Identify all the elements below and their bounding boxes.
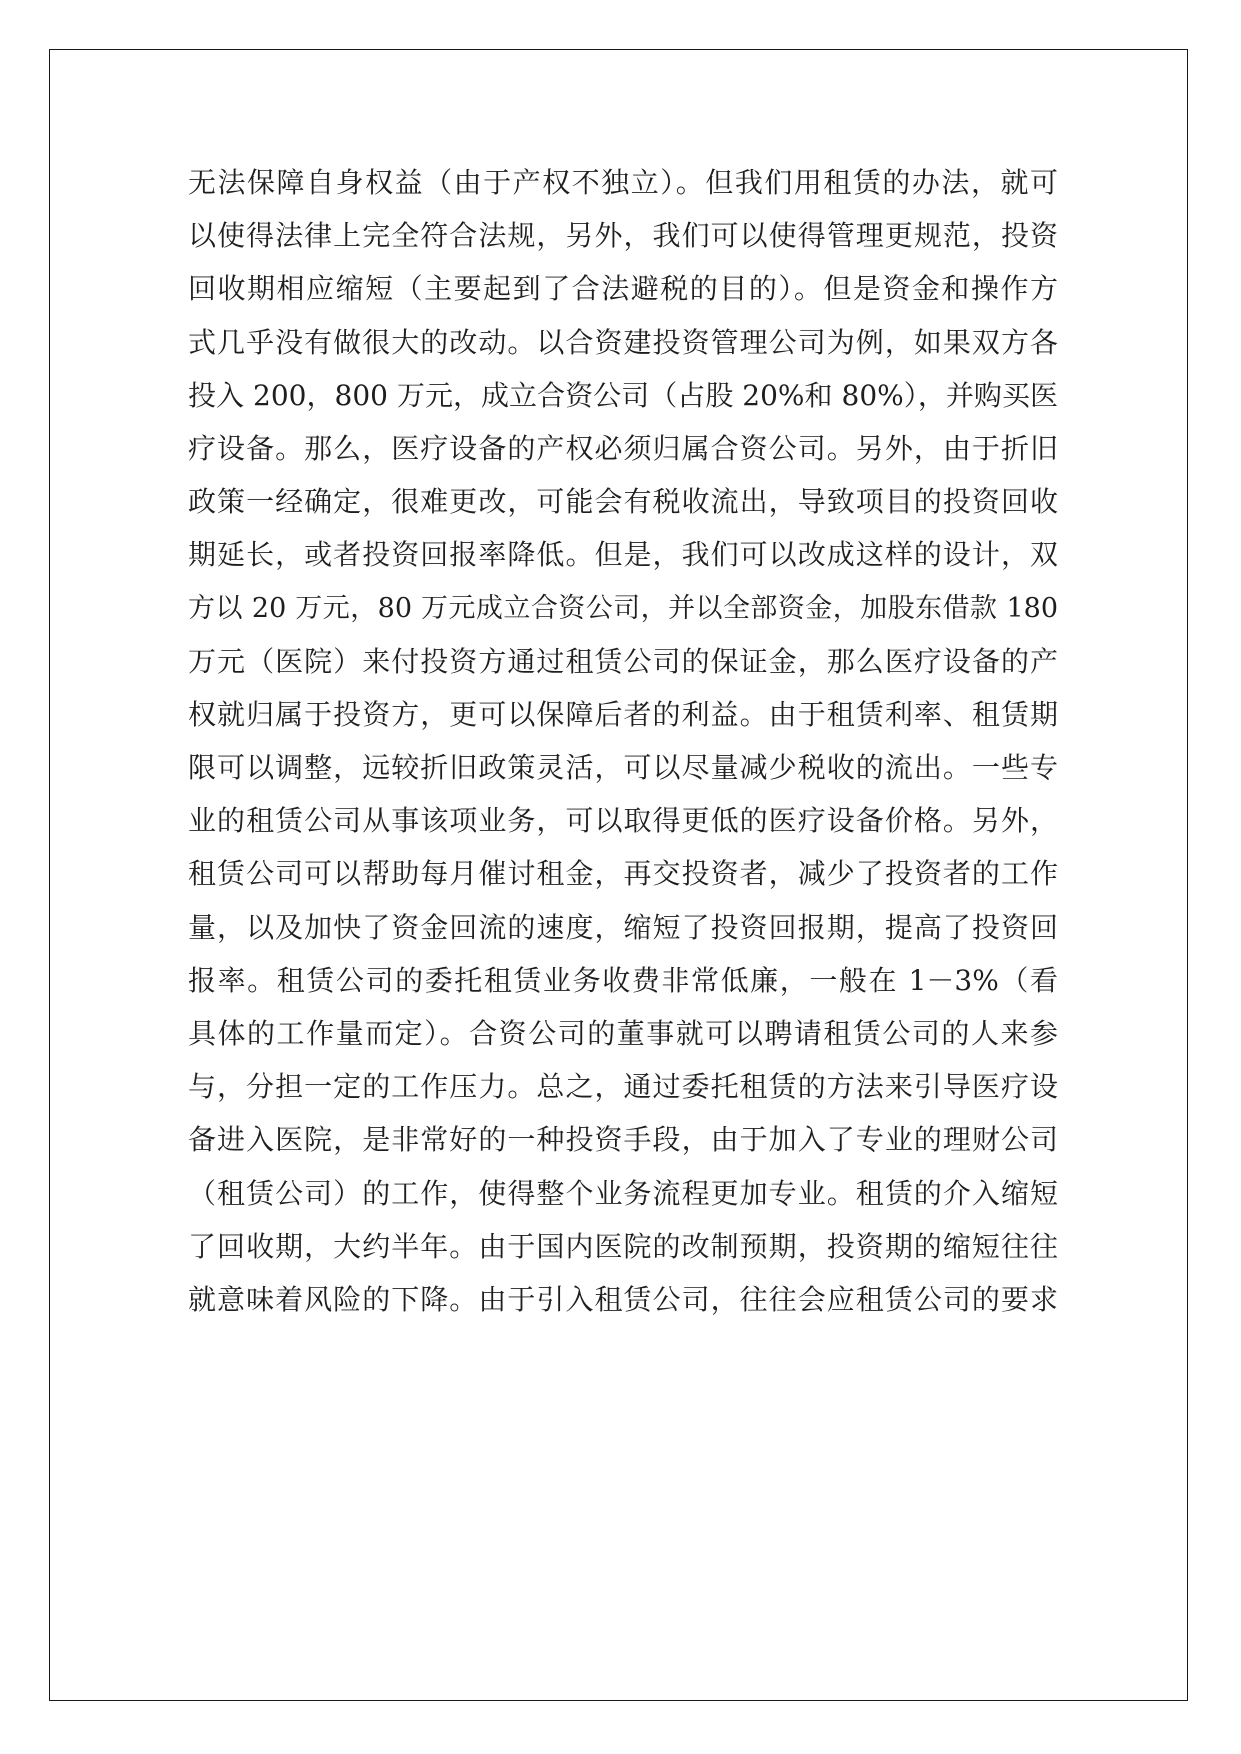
text-line: 就意味着风险的下降。由于引入租赁公司，往往会应租赁公司的要求	[188, 1282, 1058, 1316]
text-line: 以使得法律上完全符合法规，另外，我们可以使得管理更规范，投资	[188, 219, 1058, 253]
text-line: 限可以调整，远较折旧政策灵活，可以尽量减少税收的流出。一些专	[188, 751, 1058, 785]
text-line: 期延长，或者投资回报率降低。但是，我们可以改成这样的设计，双	[188, 538, 1058, 572]
text-line: 与，分担一定的工作压力。总之，通过委托租赁的方法来引导医疗设	[188, 1070, 1058, 1104]
text-line: 报率。租赁公司的委托租赁业务收费非常低廉，一般在 1－3%（看	[188, 963, 1058, 997]
text-line: 无法保障自身权益（由于产权不独立）。但我们用租赁的办法，就可	[188, 166, 1058, 199]
text-line: 万元（医院）来付投资方通过租赁公司的保证金，那么医疗设备的产	[188, 644, 1058, 678]
text-line: 方以 20 万元，80 万元成立合资公司，并以全部资金，加股东借款 180	[188, 592, 1058, 624]
text-line: 回收期相应缩短（主要起到了合法避税的目的）。但是资金和操作方	[188, 272, 1058, 306]
text-line: 疗设备。那么，医疗设备的产权必须归属合资公司。另外，由于折旧	[188, 431, 1058, 465]
text-line: 业的租赁公司从事该项业务，可以取得更低的医疗设备价格。另外，	[188, 804, 1058, 838]
text-line: 了回收期，大约半年。由于国内医院的改制预期，投资期的缩短往往	[188, 1229, 1058, 1263]
text-line: 备进入医院，是非常好的一种投资手段，由于加入了专业的理财公司	[188, 1123, 1058, 1157]
text-line: 具体的工作量而定）。合资公司的董事就可以聘请租赁公司的人来参	[188, 1017, 1058, 1050]
text-line: 式几乎没有做很大的改动。以合资建投资管理公司为例，如果双方各	[188, 325, 1058, 359]
body-paragraph	[188, 159, 1058, 1329]
text-line: 投入 200，800 万元，成立合资公司（占股 20%和 80%），并购买医	[188, 378, 1058, 412]
text-line: 量，以及加快了资金回流的速度，缩短了投资回报期，提高了投资回	[188, 910, 1058, 944]
text-line: 权就归属于投资方，更可以保障后者的利益。由于租赁利率、租赁期	[188, 697, 1058, 731]
text-line: 政策一经确定，很难更改，可能会有税收流出，导致项目的投资回收	[188, 485, 1058, 519]
text-line: 租赁公司可以帮助每月催讨租金，再交投资者，减少了投资者的工作	[188, 857, 1058, 891]
text-line: （租赁公司）的工作，使得整个业务流程更加专业。租赁的介入缩短	[188, 1176, 1058, 1210]
